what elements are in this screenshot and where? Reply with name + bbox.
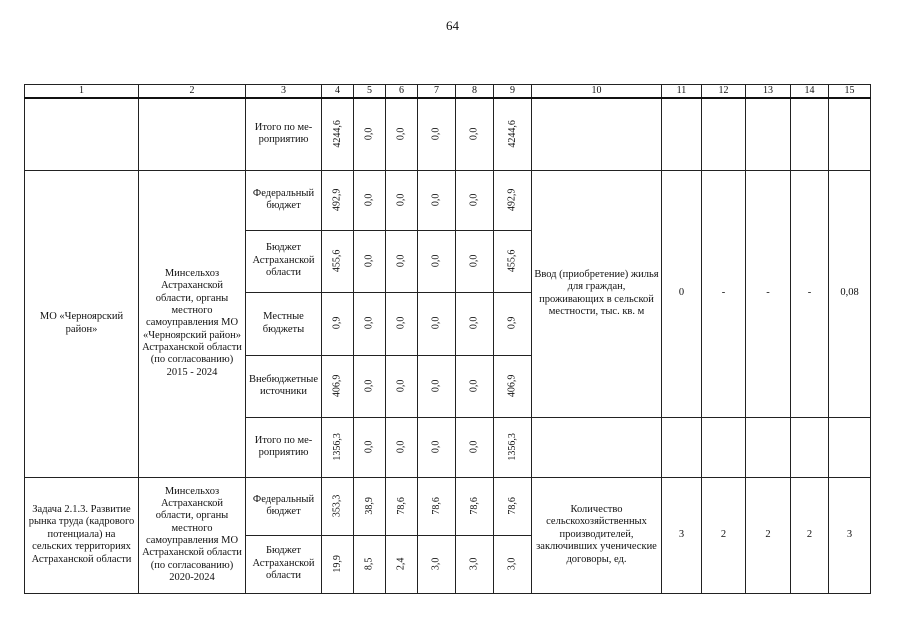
value-cell: 0,0 bbox=[468, 193, 480, 206]
empty-cell bbox=[746, 98, 791, 170]
value-cell: 0,0 bbox=[395, 254, 407, 267]
target-value: - bbox=[702, 170, 746, 417]
col-num: 3 bbox=[246, 85, 322, 99]
col-num: 15 bbox=[829, 85, 871, 99]
value-cell: 3,0 bbox=[468, 557, 480, 570]
source-label: Итого по ме-роприятию bbox=[246, 417, 322, 477]
value-cell: 4244,6 bbox=[506, 120, 518, 148]
value-cell: 0,0 bbox=[395, 440, 407, 453]
source-label: Внебюджетные источники bbox=[246, 355, 322, 417]
value-cell: 455,6 bbox=[331, 249, 343, 272]
empty-cell bbox=[139, 98, 246, 170]
value-cell: 78,6 bbox=[506, 496, 518, 515]
value-cell: 3,0 bbox=[506, 557, 518, 570]
value-cell: 0,0 bbox=[430, 254, 442, 267]
value-cell: 0,9 bbox=[506, 316, 518, 330]
col-num: 1 bbox=[25, 85, 139, 99]
value-cell: 8,5 bbox=[363, 557, 375, 570]
value-cell: 0,0 bbox=[395, 127, 407, 141]
source-label: Итого по ме-роприятию bbox=[246, 98, 322, 170]
col-num: 11 bbox=[662, 85, 702, 99]
value-cell: 0,0 bbox=[363, 254, 375, 267]
col-num: 13 bbox=[746, 85, 791, 99]
table-row bbox=[25, 170, 871, 230]
task-name: Задача 2.1.3. Развитие рынка труда (кадрового потенциала) на сельских территориях Астраханской области bbox=[25, 477, 139, 593]
target-value: - bbox=[746, 170, 791, 417]
value-cell: 38,9 bbox=[363, 496, 375, 515]
value-cell: 3,0 bbox=[430, 557, 442, 570]
value-cell: 406,9 bbox=[506, 374, 518, 397]
col-num: 14 bbox=[791, 85, 829, 99]
target-value: 2 bbox=[702, 477, 746, 593]
value-cell: 0,0 bbox=[430, 440, 442, 453]
target-value: 3 bbox=[662, 477, 702, 593]
target-value: - bbox=[791, 170, 829, 417]
value-cell: 78,6 bbox=[395, 496, 407, 515]
col-num: 4 bbox=[322, 85, 354, 99]
indicator-text: Количество сельскохозяйственных производителей, заключивших ученические договоры, ед. bbox=[532, 477, 662, 593]
value-cell: 492,9 bbox=[506, 188, 518, 211]
source-label: Федеральный бюджет bbox=[246, 477, 322, 535]
value-cell: 0,0 bbox=[468, 379, 480, 392]
value-cell: 0,0 bbox=[395, 193, 407, 206]
value-cell: 0,0 bbox=[363, 379, 375, 392]
col-num: 2 bbox=[139, 85, 246, 99]
target-value: 0 bbox=[662, 170, 702, 417]
value-cell: 0,0 bbox=[468, 127, 480, 141]
value-cell: 455,6 bbox=[506, 249, 518, 272]
value-cell: 0,0 bbox=[363, 440, 375, 453]
target-value: 0,08 bbox=[829, 170, 871, 417]
empty-cell bbox=[829, 417, 871, 477]
value-cell: 1356,3 bbox=[506, 432, 518, 461]
value-cell: 4244,6 bbox=[331, 120, 343, 148]
value-cell: 78,6 bbox=[468, 496, 480, 515]
source-label: Бюджет Астраханской области bbox=[246, 535, 322, 593]
target-value: 3 bbox=[829, 477, 871, 593]
value-cell: 0,0 bbox=[430, 379, 442, 392]
empty-cell bbox=[829, 98, 871, 170]
value-cell: 0,0 bbox=[468, 316, 480, 330]
col-num: 8 bbox=[456, 85, 494, 99]
empty-cell bbox=[662, 98, 702, 170]
value-cell: 0,9 bbox=[331, 316, 343, 330]
empty-cell bbox=[662, 417, 702, 477]
value-cell: 0,0 bbox=[363, 316, 375, 330]
value-cell: 78,6 bbox=[430, 496, 442, 515]
empty-cell bbox=[702, 98, 746, 170]
value-cell: 0,0 bbox=[395, 379, 407, 392]
page-number: 64 bbox=[446, 18, 459, 33]
value-cell: 0,0 bbox=[430, 127, 442, 141]
source-label: Местные бюджеты bbox=[246, 292, 322, 355]
col-num: 7 bbox=[418, 85, 456, 99]
indicator-text: Ввод (приобретение) жилья для граждан, проживающих в сельской местности, тыс. кв. м bbox=[532, 170, 662, 417]
value-cell: 0,0 bbox=[468, 254, 480, 267]
executor-years: 2020-2024 bbox=[169, 572, 215, 584]
empty-cell bbox=[25, 98, 139, 170]
value-cell: 2,4 bbox=[395, 557, 407, 570]
source-label: Бюджет Астраханской области bbox=[246, 230, 322, 292]
value-cell: 0,0 bbox=[363, 193, 375, 206]
executor-years: 2015 - 2024 bbox=[166, 366, 218, 378]
value-cell: 19,9 bbox=[331, 554, 343, 573]
empty-cell bbox=[532, 417, 662, 477]
col-num: 6 bbox=[386, 85, 418, 99]
executor-cell bbox=[139, 477, 246, 593]
col-num: 5 bbox=[354, 85, 386, 99]
table-row bbox=[25, 98, 871, 170]
value-cell: 0,0 bbox=[468, 440, 480, 453]
municipality-name: МО «Черноярский район» bbox=[25, 170, 139, 477]
empty-cell bbox=[532, 98, 662, 170]
value-cell: 406,9 bbox=[331, 374, 343, 397]
value-cell: 1356,3 bbox=[331, 432, 343, 461]
column-number-row bbox=[25, 85, 871, 99]
col-num: 12 bbox=[702, 85, 746, 99]
target-value: 2 bbox=[746, 477, 791, 593]
table-row bbox=[25, 477, 871, 535]
executor-text: Минсельхоз Астраханской области, органы местного самоуправления МО «Черноярский район» Астраханской области (по согласованию) bbox=[142, 267, 242, 366]
value-cell: 0,0 bbox=[395, 316, 407, 330]
executor-cell bbox=[139, 170, 246, 477]
executor-text: Минсельхоз Астраханской области, органы местного самоуправления МО Астраханской области (по согласованию) bbox=[142, 485, 242, 571]
empty-cell bbox=[702, 417, 746, 477]
empty-cell bbox=[746, 417, 791, 477]
value-cell: 0,0 bbox=[363, 127, 375, 141]
program-table bbox=[24, 84, 871, 594]
source-label: Федеральный бюджет bbox=[246, 170, 322, 230]
target-value: 2 bbox=[791, 477, 829, 593]
empty-cell bbox=[791, 417, 829, 477]
value-cell: 0,0 bbox=[430, 316, 442, 330]
empty-cell bbox=[791, 98, 829, 170]
col-num: 10 bbox=[532, 85, 662, 99]
value-cell: 0,0 bbox=[430, 193, 442, 206]
col-num: 9 bbox=[494, 85, 532, 99]
value-cell: 492,9 bbox=[331, 188, 343, 211]
value-cell: 353,3 bbox=[331, 494, 343, 517]
